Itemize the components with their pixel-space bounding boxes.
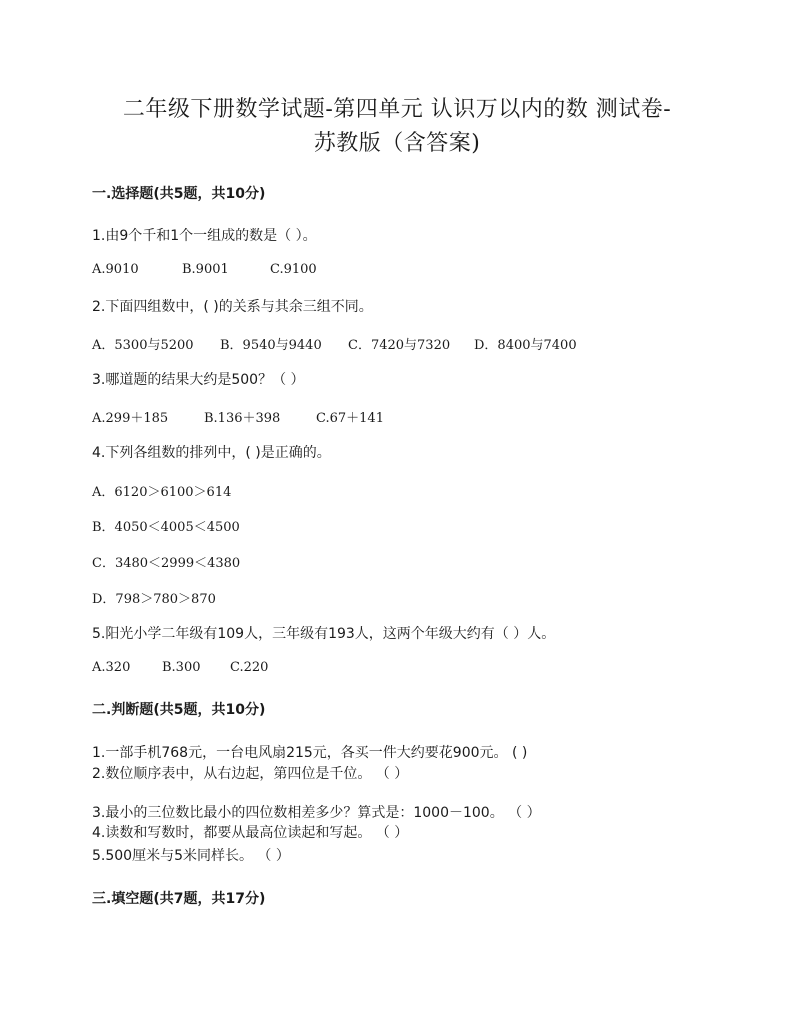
choice-options-1 [92,262,317,277]
choice-options-2 [92,334,577,353]
option-c: C.220 [230,660,269,675]
section-heading-choice: 一.选择题(共5题，共10分) [92,186,266,202]
option-a: A．5300与5200 [92,338,194,353]
choice-question-5: 5.阳光小学二年级有109人，三年级有193人，这两个年级大约有（ ）人。 [92,626,556,642]
option-a: A.299＋185 [92,411,169,426]
choice-question-4: 4.下列各组数的排列中，( )是正确的。 [92,445,331,461]
choice-option-4a: A．6120＞6100＞614 [92,485,232,500]
option-c: C.9100 [270,262,317,277]
option-d: D．8400与7400 [474,338,577,353]
judgement-question-5: 5.500厘米与5米同样长。 （ ） [92,848,290,864]
option-b: B.9001 [182,262,229,277]
option-a: A.9010 [92,262,139,277]
option-c: C.67＋141 [316,411,384,426]
choice-question-2: 2.下面四组数中，( )的关系与其余三组不同。 [92,299,373,315]
choice-options-5 [92,660,268,675]
judgement-question-1: 1.一部手机768元，一台电风扇215元，各买一件大约要花900元。 ( ) [92,745,528,761]
choice-option-4c: C．3480＜2999＜4380 [92,556,241,571]
choice-option-4d: D．798＞780＞870 [92,592,216,607]
choice-options-3 [92,407,384,426]
option-b: B.136＋398 [204,411,281,426]
section-heading-judgement: 二.判断题(共5题，共10分) [92,702,266,718]
choice-option-4b: B．4050＜4005＜4500 [92,520,240,535]
option-b: B．9540与9440 [220,338,322,353]
choice-question-3: 3.哪道题的结果大约是500？（ ） [92,372,305,388]
exam-title-line2: 苏教版（含答案) [313,131,481,156]
exam-title-line1: 二年级下册数学试题-第四单元 认识万以内的数 测试卷- [122,97,672,122]
option-b: B.300 [162,660,201,675]
judgement-question-4: 4.读数和写数时，都要从最高位读起和写起。 （ ） [92,825,409,841]
judgement-question-3: 3.最小的三位数比最小的四位数相差多少？算式是：1000－100。 （ ） [92,805,541,821]
option-a: A.320 [92,660,131,675]
section-heading-fill-in: 三.填空题(共7题，共17分) [92,891,266,907]
option-c: C．7420与7320 [348,338,451,353]
choice-question-1: 1.由9个千和1个一组成的数是（ ）。 [92,228,317,244]
judgement-question-2: 2.数位顺序表中，从右边起，第四位是千位。 （ ） [92,766,409,782]
